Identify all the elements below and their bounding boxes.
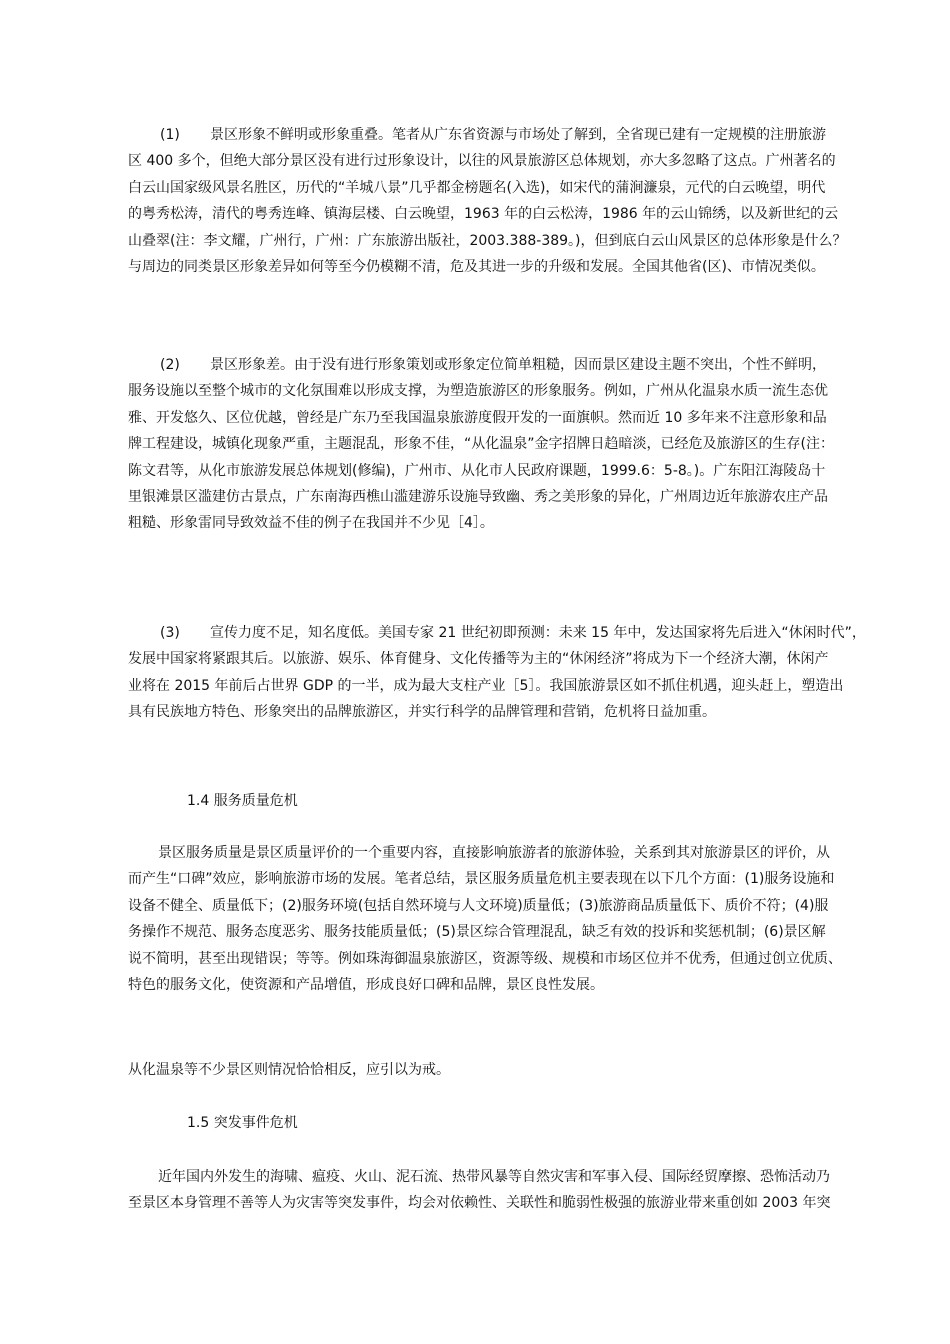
- paragraph-line: 发展中国家将紧跟其后。以旅游、娱乐、体育健身、文化传播等为主的“休闲经济”将成为下一个经济大潮，休闲产: [128, 651, 829, 668]
- paragraph-line: 粗糙、形象雷同导致效益不佳的例子在我国并不少见［4］。: [128, 515, 494, 532]
- paragraph-service-quality: [128, 840, 842, 998]
- paragraph-2: [128, 352, 834, 537]
- paragraph-line: 说不简明，甚至出现错误；等等。例如珠海御温泉旅游区，资源等级、规模和市场区位并不优秀，但通过创立优质、: [128, 950, 842, 967]
- paragraph-line: 山叠翠(注：李文耀，广州行，广州：广东旅游出版社，2003.388-389。)，但到底白云山风景区的总体形象是什么？: [128, 232, 847, 249]
- paragraph-line: 雅、开发悠久、区位优越，曾经是广东乃至我国温泉旅游度假开发的一面旗帜。然而近 10 多年来不注意形象和品: [128, 409, 827, 426]
- paragraph-line: 白云山国家级风景名胜区，历代的“羊城八景”几乎都金榜题名(入选)，如宋代的蒲涧濂泉，元代的白云晚望，明代: [128, 179, 826, 196]
- item-number: (3): [160, 625, 180, 641]
- paragraph-line: 与周边的同类景区形象差异如何等至今仍模糊不清，危及其进一步的升级和发展。全国其他省(区)、市情况类似。: [128, 258, 825, 275]
- paragraph-line: (3) 宣传力度不足，知名度低。美国专家 21 世纪初即预测：未来 15 年中，发达国家将先后进入“休闲时代”，: [128, 620, 828, 646]
- paragraph-line: (2) 景区形象差。由于没有进行形象策划或形象定位简单粗糙，因而景区建设主题不突出，个性不鲜明，: [128, 352, 828, 378]
- paragraph-line: 服务设施以至整个城市的文化氛围难以形成支撑，为塑造旅游区的形象服务。例如，广州从化温泉水质一流生态优: [128, 383, 828, 400]
- paragraph-emergencies: [128, 1164, 831, 1217]
- item-number: (2): [160, 357, 180, 373]
- paragraph-line: 具有民族地方特色、形象突出的品牌旅游区，并实行科学的品牌管理和营销，危机将日益加重。: [128, 704, 716, 721]
- paragraph-line: 区 400 多个，但绝大部分景区没有进行过形象设计，以往的风景旅游区总体规划，亦大多忽略了这点。广州著名的: [128, 153, 836, 170]
- section-heading-1-5: 1.5 突发事件危机: [187, 1115, 298, 1131]
- paragraph-1: [128, 122, 847, 280]
- paragraph-line: 而产生“口碑”效应，影响旅游市场的发展。笔者总结，景区服务质量危机主要表现在以下几个方面：(1)服务设施和: [128, 871, 835, 888]
- paragraph-line: 的粤秀松涛，清代的粤秀连峰、镇海层楼、白云晚望，1963 年的白云松涛，1986 年的云山锦绣，以及新世纪的云: [128, 206, 839, 223]
- paragraph-line: 设备不健全、质量低下；(2)服务环境(包括自然环境与人文环境)质量低；(3)旅游商品质量低下、质价不符；(4)服: [128, 897, 829, 914]
- paragraph-line: 业将在 2015 年前后占世界 GDP 的一半，成为最大支柱产业［5］。我国旅游景区如不抓住机遇，迎头赶上，塑造出: [128, 677, 844, 694]
- paragraph-line: 近年国内外发生的海啸、瘟疫、火山、泥石流、热带风暴等自然灾害和军事入侵、国际经贸摩擦、恐怖活动乃: [158, 1169, 830, 1185]
- paragraph-line: 景区服务质量是景区质量评价的一个重要内容，直接影响旅游者的旅游体验，关系到其对旅游景区的评价，从: [158, 845, 830, 861]
- item-number: (1): [160, 127, 180, 143]
- paragraph-line: (1) 景区形象不鲜明或形象重叠。笔者从广东省资源与市场处了解到，全省现已建有一定规模的注册旅游: [128, 122, 828, 148]
- paragraph-line: 特色的服务文化，使资源和产品增值，形成良好口碑和品牌，景区良性发展。: [128, 976, 604, 993]
- section-heading-1-4: 1.4 服务质量危机: [187, 793, 298, 809]
- paragraph-note: [128, 1057, 828, 1083]
- paragraph-3: [128, 620, 866, 726]
- paragraph-line: 陈文君等，从化市旅游发展总体规划(修编)，广州市、从化市人民政府课题，1999.6：5-8。)。广东阳江海陵岛十: [128, 462, 826, 479]
- paragraph-line: 牌工程建设，城镇化现象严重，主题混乱，形象不佳，“从化温泉”金字招牌日趋暗淡，已经危及旅游区的生存(注：: [128, 436, 834, 453]
- paragraph-line: 至景区本身管理不善等人为灾害等突发事件，均会对依赖性、关联性和脆弱性极强的旅游业带来重创如 2003 年突: [128, 1195, 831, 1212]
- paragraph-line: 里银滩景区滥建仿古景点，广东南海西樵山滥建游乐设施导致幽、秀之美形象的异化，广州周边近年旅游农庄产品: [128, 488, 828, 505]
- paragraph-line: 务操作不规范、服务态度恶劣、服务技能质量低；(5)景区综合管理混乱，缺乏有效的投诉和奖惩机制；(6)景区解: [128, 924, 826, 941]
- paragraph-line: 从化温泉等不少景区则情况恰恰相反，应引以为戒。: [128, 1062, 450, 1078]
